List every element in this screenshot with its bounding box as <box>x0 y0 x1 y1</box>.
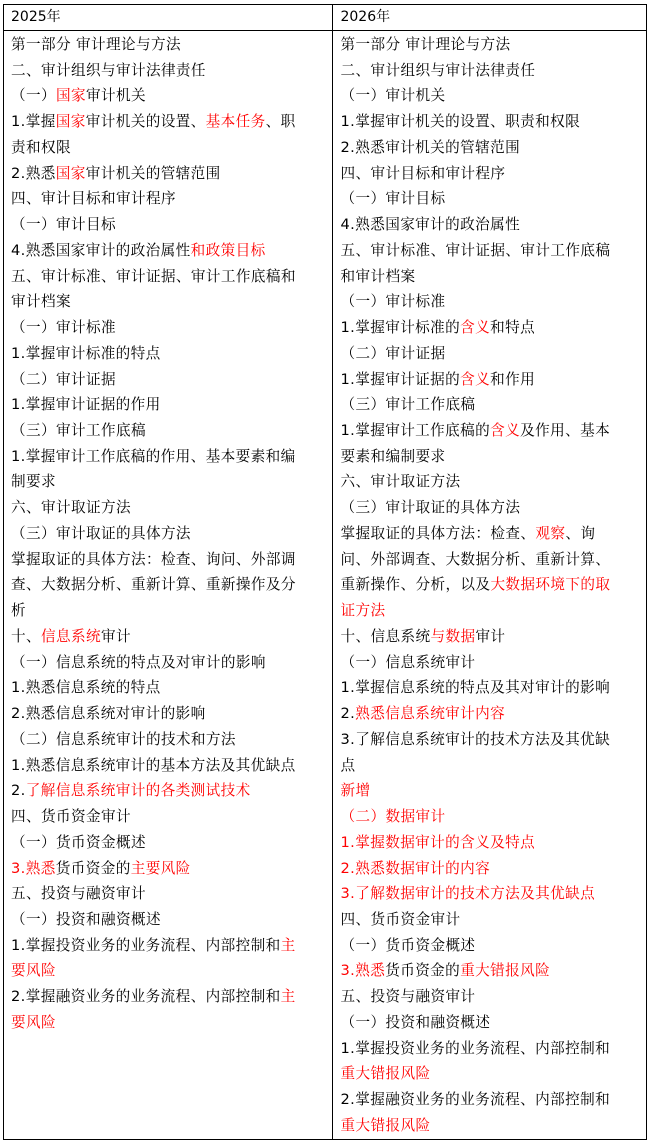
text-segment: 2.熟悉审计机关的管辖范围 <box>340 138 521 156</box>
text-segment: （一）信息系统的特点及对审计的影响 <box>11 653 266 671</box>
text-segment: 制要求 <box>11 473 56 491</box>
text-line <box>340 650 646 676</box>
text-line <box>11 315 332 341</box>
text-line <box>340 83 646 109</box>
text-segment: （一）审计机关 <box>340 87 446 105</box>
text-segment: 审计机关的设置、 <box>85 113 206 131</box>
text-line <box>340 727 646 753</box>
text-segment: 及作用、基本 <box>520 422 611 440</box>
text-segment: 审计机关 <box>85 87 146 105</box>
text-segment: （一）货币资金概述 <box>11 833 146 851</box>
text-segment: 、询 <box>565 524 596 542</box>
highlighted-text: 国家 <box>55 164 86 182</box>
highlighted-text: 重大错报风险 <box>460 962 551 980</box>
highlighted-text: 3.熟悉 <box>11 859 56 877</box>
text-line <box>11 958 332 984</box>
text-segment: （一）审计标准 <box>11 319 116 337</box>
highlighted-text: 重大错报风险 <box>340 1116 431 1134</box>
text-segment: （二）审计证据 <box>11 370 116 388</box>
text-segment: （一）货币资金概述 <box>340 936 476 954</box>
text-line <box>11 32 332 58</box>
text-line <box>340 1113 646 1139</box>
text-line <box>340 161 646 187</box>
text-segment: （一）信息系统审计 <box>340 653 476 671</box>
text-segment: 二、审计组织与审计法律责任 <box>11 61 206 79</box>
highlighted-text: 含义 <box>490 422 521 440</box>
text-line <box>340 572 646 598</box>
text-segment: 1.熟悉信息系统审计的基本方法及其优缺点 <box>11 756 296 774</box>
text-segment: 4.熟悉国家审计的政治属性 <box>340 216 521 234</box>
text-segment: （一）投资和融资概述 <box>340 1013 491 1031</box>
text-segment: 货币资金的 <box>55 859 131 877</box>
text-segment: 1.掌握投资业务的业务流程、内部控制和 <box>11 936 281 954</box>
text-segment: 四、货币资金审计 <box>11 808 131 826</box>
text-line <box>340 109 646 135</box>
column-2025 <box>4 31 333 1140</box>
text-segment: 1.掌握审计工作底稿的 <box>340 422 491 440</box>
text-segment: 3.了解信息系统审计的技术方法及其优缺 <box>340 730 611 748</box>
highlighted-text: 3.了解数据审计的技术方法及其优缺点 <box>340 885 596 903</box>
text-line <box>340 264 646 290</box>
text-segment: 1.掌握审计标准的特点 <box>11 344 161 362</box>
column-2026 <box>333 31 647 1140</box>
text-line <box>11 161 332 187</box>
text-segment: 和特点 <box>490 319 536 337</box>
text-segment: 第一部分 审计理论与方法 <box>340 36 511 53</box>
text-segment: 和作用 <box>490 370 536 388</box>
highlighted-text: 3.熟悉 <box>340 962 386 980</box>
text-segment: 2.掌握融资业务的业务流程、内部控制和 <box>340 1091 611 1109</box>
text-line <box>340 675 646 701</box>
highlighted-text: 主 <box>280 988 296 1006</box>
highlighted-text: 含义 <box>460 319 491 337</box>
highlighted-text: 新增 <box>340 782 371 800</box>
text-line <box>11 444 332 470</box>
text-line <box>11 212 332 238</box>
text-line <box>340 315 646 341</box>
content-row <box>4 31 647 1140</box>
text-line <box>11 495 332 521</box>
text-line <box>340 238 646 264</box>
header-row <box>4 5 647 31</box>
text-line <box>340 624 646 650</box>
text-line <box>340 444 646 470</box>
text-segment: （一）审计标准 <box>340 293 446 311</box>
text-line <box>340 135 646 161</box>
highlighted-text: 要风险 <box>11 962 56 980</box>
text-line <box>11 186 332 212</box>
text-line <box>11 547 332 573</box>
text-segment: 1.掌握 <box>11 113 56 131</box>
text-line <box>11 727 332 753</box>
highlighted-text: 要风险 <box>11 1013 56 1031</box>
header-2026: 2026年 <box>333 5 647 31</box>
highlighted-text: 主 <box>280 936 296 954</box>
text-line <box>11 778 332 804</box>
text-line <box>340 958 646 984</box>
text-line <box>11 392 332 418</box>
text-line <box>11 521 332 547</box>
text-line <box>11 907 332 933</box>
text-line <box>11 650 332 676</box>
highlighted-text: 信息系统 <box>41 627 101 645</box>
text-segment: 和审计档案 <box>340 267 416 285</box>
text-line <box>340 856 646 882</box>
text-segment: 四、货币资金审计 <box>340 910 461 928</box>
text-line <box>340 289 646 315</box>
text-segment: 责和权限 <box>11 138 71 156</box>
text-line <box>11 135 332 161</box>
highlighted-text: 含义 <box>460 370 491 388</box>
text-line <box>340 1061 646 1087</box>
text-line <box>11 881 332 907</box>
text-segment: 4.熟悉国家审计的政治属性 <box>11 241 191 259</box>
text-segment: 1.掌握审计标准的 <box>340 319 461 337</box>
text-segment: 掌握取证的具体方法：检查、 <box>340 524 536 542</box>
text-line <box>340 469 646 495</box>
text-segment: （三）审计工作底稿 <box>11 422 146 440</box>
text-line <box>340 598 646 624</box>
text-segment: 要素和编制要求 <box>340 447 446 465</box>
text-segment: 2.熟悉信息系统对审计的影响 <box>11 705 206 723</box>
highlighted-text: （二）数据审计 <box>340 808 446 826</box>
text-segment: 1.熟悉信息系统的特点 <box>11 679 161 697</box>
text-segment: 审计档案 <box>11 293 71 311</box>
text-segment: 五、审计标准、审计证据、审计工作底稿和 <box>11 267 296 285</box>
text-line <box>11 83 332 109</box>
text-segment: 五、投资与融资审计 <box>11 885 146 903</box>
text-segment: 2.掌握融资业务的业务流程、内部控制和 <box>11 988 281 1006</box>
header-2025: 2025年 <box>4 5 333 31</box>
text-line <box>11 598 332 624</box>
text-line <box>11 984 332 1010</box>
text-segment: 掌握取证的具体方法：检查、询问、外部调 <box>11 550 296 568</box>
text-line <box>340 32 646 58</box>
highlighted-text: 2.熟悉数据审计的内容 <box>340 859 491 877</box>
text-segment: 析 <box>11 602 26 620</box>
text-segment: 1.掌握信息系统的特点及其对审计的影响 <box>340 679 611 697</box>
text-segment: （三）审计取证的具体方法 <box>11 524 191 542</box>
text-line <box>11 289 332 315</box>
highlighted-text: 基本任务 <box>205 113 266 131</box>
text-line <box>340 984 646 1010</box>
highlighted-text: 国家 <box>55 113 86 131</box>
text-line <box>11 109 332 135</box>
text-line <box>11 830 332 856</box>
text-line <box>11 856 332 882</box>
text-line <box>340 547 646 573</box>
text-segment: （三）审计工作底稿 <box>340 396 476 414</box>
text-line <box>11 753 332 779</box>
highlighted-text: 了解信息系统审计的各类测试技术 <box>25 782 251 800</box>
highlighted-text: 大数据环境下的取 <box>490 576 611 594</box>
text-segment: 1.掌握审计证据的作用 <box>11 396 161 414</box>
text-line <box>340 341 646 367</box>
text-segment: 点 <box>340 756 356 774</box>
text-segment: （一）投资和融资概述 <box>11 910 161 928</box>
text-segment: 审计 <box>100 627 131 645</box>
text-segment: 五、审计标准、审计证据、审计工作底稿 <box>340 241 611 259</box>
text-line <box>11 264 332 290</box>
text-segment: 1.掌握审计机关的设置、职责和权限 <box>340 113 581 131</box>
text-line <box>340 933 646 959</box>
text-segment: 货币资金的 <box>385 962 461 980</box>
text-segment: 第一部分 审计理论与方法 <box>11 36 181 53</box>
text-segment: 四、审计目标和审计程序 <box>11 190 176 208</box>
text-segment: 、职 <box>265 113 296 131</box>
text-line <box>340 1036 646 1062</box>
highlighted-text: 和政策目标 <box>190 241 266 259</box>
text-segment: 二、审计组织与审计法律责任 <box>340 61 536 79</box>
text-segment: 查、大数据分析、重新计算、重新操作及分 <box>11 576 296 594</box>
text-segment: 十、信息系统 <box>340 627 431 645</box>
text-segment: 2. <box>11 782 26 800</box>
text-line <box>340 367 646 393</box>
text-line <box>11 572 332 598</box>
highlighted-text: 观察 <box>535 524 566 542</box>
text-line <box>340 418 646 444</box>
text-segment: 审计机关的管辖范围 <box>85 164 221 182</box>
text-line <box>340 1010 646 1036</box>
text-segment: 六、审计取证方法 <box>340 473 461 491</box>
text-line <box>11 933 332 959</box>
text-segment: 1.掌握审计工作底稿的作用、基本要素和编 <box>11 447 296 465</box>
text-line <box>11 58 332 84</box>
text-line <box>340 186 646 212</box>
text-line <box>11 701 332 727</box>
text-line <box>11 469 332 495</box>
text-line <box>340 804 646 830</box>
text-line <box>11 1010 332 1036</box>
text-segment: 十、 <box>11 627 41 645</box>
text-line <box>340 830 646 856</box>
text-line <box>11 675 332 701</box>
highlighted-text: 熟悉信息系统审计内容 <box>355 705 506 723</box>
text-line <box>340 392 646 418</box>
text-line <box>340 778 646 804</box>
text-segment: 2. <box>340 705 356 723</box>
text-segment: 重新操作、分析，以及 <box>340 576 491 594</box>
text-segment: （一）审计目标 <box>340 190 446 208</box>
text-line <box>340 212 646 238</box>
text-line <box>340 1087 646 1113</box>
text-line <box>11 238 332 264</box>
text-line <box>340 495 646 521</box>
text-segment: 1.掌握审计证据的 <box>340 370 461 388</box>
text-line <box>11 341 332 367</box>
text-line <box>340 701 646 727</box>
text-segment: （二）信息系统审计的技术和方法 <box>11 730 236 748</box>
text-segment: 六、审计取证方法 <box>11 499 131 517</box>
comparison-table <box>3 4 647 1140</box>
highlighted-text: 主要风险 <box>130 859 191 877</box>
text-segment: （一） <box>11 87 56 105</box>
text-segment: 1.掌握投资业务的业务流程、内部控制和 <box>340 1039 611 1057</box>
text-segment: 问、外部调查、大数据分析、重新计算、 <box>340 550 611 568</box>
text-line <box>11 367 332 393</box>
highlighted-text: 重大错报风险 <box>340 1065 431 1083</box>
text-segment: 2.熟悉 <box>11 164 56 182</box>
text-line <box>11 624 332 650</box>
text-segment: （二）审计证据 <box>340 344 446 362</box>
highlighted-text: 1.掌握数据审计的含义及特点 <box>340 833 536 851</box>
text-segment: （三）审计取证的具体方法 <box>340 499 521 517</box>
text-segment: （一）审计目标 <box>11 216 116 234</box>
text-line <box>11 804 332 830</box>
text-segment: 审计 <box>475 627 506 645</box>
highlighted-text: 与数据 <box>430 627 476 645</box>
text-line <box>340 521 646 547</box>
text-segment: 五、投资与融资审计 <box>340 988 476 1006</box>
text-line <box>340 907 646 933</box>
text-line <box>340 58 646 84</box>
highlighted-text: 证方法 <box>340 602 386 620</box>
text-segment: 四、审计目标和审计程序 <box>340 164 506 182</box>
text-line <box>340 753 646 779</box>
highlighted-text: 国家 <box>55 87 86 105</box>
text-line <box>340 881 646 907</box>
text-line <box>11 418 332 444</box>
